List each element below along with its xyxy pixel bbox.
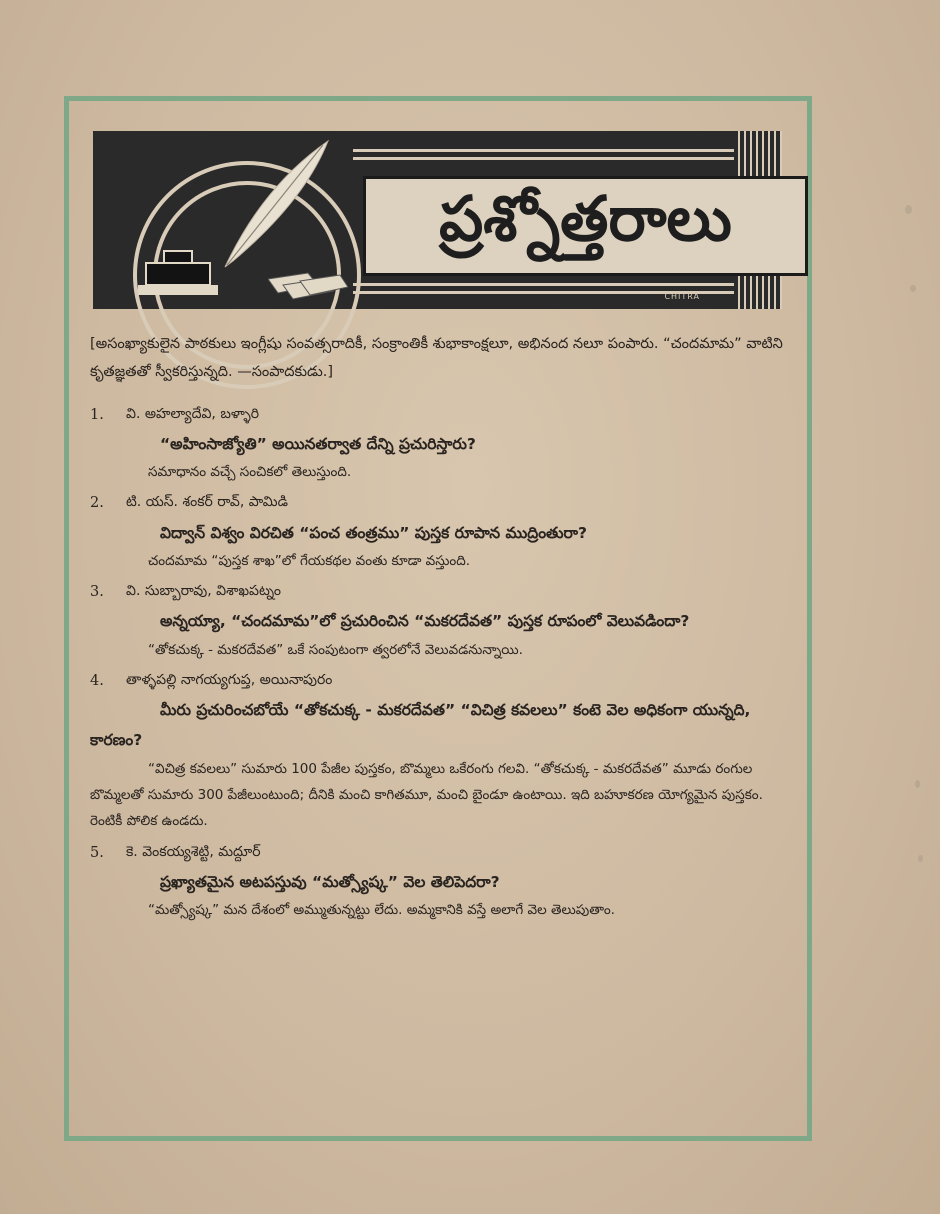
question-number: 1. bbox=[90, 406, 104, 423]
banner-line bbox=[353, 149, 734, 152]
header-banner bbox=[93, 131, 782, 309]
qa-content bbox=[90, 330, 790, 923]
answer-text: “తోకచుక్క - మకరదేవత” ఒకే సంపుటంగా త్వరలోనే వెలువడనున్నాయి. bbox=[148, 641, 523, 658]
answer-text: “మత్స్యోష్క” మన దేశంలో అమ్ముతున్నట్టు లేదు. అమ్మకానికి వస్తే అలాగే వెల తెలుపుతాం. bbox=[148, 902, 615, 919]
answer-text: “విచిత్ర కవలలు” సుమారు 100 పేజీల పుస్తకం, బొమ్మలు ఒకేరంగు గలవి. “తోకచుక్క - మకరదేవత” మూడు రంగుల బొమ్మలతో సుమారు 300 పేజీలుంటుంది; దీనికి మంచి కాగితమూ, మంచి బైండూ ఉంటాయి. ఇది బహూకరణ యోగ్యమైన పుస్తకం. రెంటికీ పోలిక ఉండదు. bbox=[90, 760, 763, 830]
question-text: అన్నయ్యా, “చందమామ”లో ప్రచురించిన “మకరదేవత” పుస్తక రూపంలో వెలువడిందా? bbox=[160, 612, 690, 631]
qa-item bbox=[90, 578, 790, 663]
quill-pen-icon bbox=[223, 139, 333, 269]
page-title: ప్రశ్నోత్తరాలు bbox=[439, 182, 732, 255]
banner-line bbox=[353, 283, 734, 286]
paper-spot bbox=[918, 855, 923, 862]
question-text: ప్రఖ్యాతమైన అటపస్తువు “మత్స్యోష్క” వెల తెలిపెదరా? bbox=[160, 872, 500, 891]
question-text: మీరు ప్రచురించబోయే “తోకచుక్క - మకరదేవత” “విచిత్ర కవలలు” కంటె వెల అధికంగా యున్నది, కారణం? bbox=[90, 701, 751, 750]
question-number: 4. bbox=[90, 672, 104, 689]
reader-name: వి. సుబ్బారావు, విశాఖపట్నం bbox=[126, 583, 281, 600]
reader-name: తాళ్ళపల్లి నాగయ్యగుప్త, అయినాపురం bbox=[126, 671, 333, 688]
qa-item bbox=[90, 667, 790, 835]
qa-item bbox=[90, 401, 790, 486]
qa-item bbox=[90, 489, 790, 574]
answer-text: సమాధానం వచ్చే సంచికలో తెలుస్తుంది. bbox=[148, 464, 352, 481]
question-text: విద్వాన్ విశ్వం విరచిత “పంచ తంత్రము” పుస్తక రూపాన ముద్రింతురా? bbox=[160, 523, 587, 542]
question-number: 3. bbox=[90, 584, 104, 601]
paper-spot bbox=[910, 285, 916, 292]
inkpot-icon bbox=[138, 241, 218, 296]
artist-signature: CHITRA bbox=[664, 292, 700, 301]
reader-name: కె. వెంకయ్యశెట్టి, మద్దూర్ bbox=[126, 843, 261, 860]
paper-spot bbox=[905, 205, 912, 214]
stack-of-cards-icon bbox=[268, 271, 348, 301]
banner-line bbox=[353, 157, 734, 160]
reader-name: వి. అహల్యాదేవి, బళ్ళారి bbox=[126, 405, 260, 422]
paper-spot bbox=[915, 780, 920, 788]
editor-note: [అసంఖ్యాకులైన పాఠకులు ఇంగ్లీషు సంవత్సరాదికీ, సంక్రాంతికీ శుభాకాంక్షలూ, అభినంద నలూ పంపారు. “చందమామ” వాటిని కృతజ్ఞతతో స్వీకరిస్తున్నది. —సంపాదకుడు.] bbox=[90, 336, 783, 381]
answer-text: చందమామ “పుస్తక శాఖ”లో గేయకథల వంతు కూడా వస్తుంది. bbox=[148, 552, 471, 569]
reader-name: టి. యస్. శంకర్ రావ్, పామిడి bbox=[126, 494, 288, 511]
question-number: 5. bbox=[90, 844, 104, 861]
question-text: “అహింసాజ్యోతి” అయినతర్వాత దేన్ని ప్రచురిస్తారు? bbox=[160, 434, 476, 453]
qa-item bbox=[90, 839, 790, 924]
question-number: 2. bbox=[90, 495, 104, 512]
title-box bbox=[363, 176, 808, 276]
